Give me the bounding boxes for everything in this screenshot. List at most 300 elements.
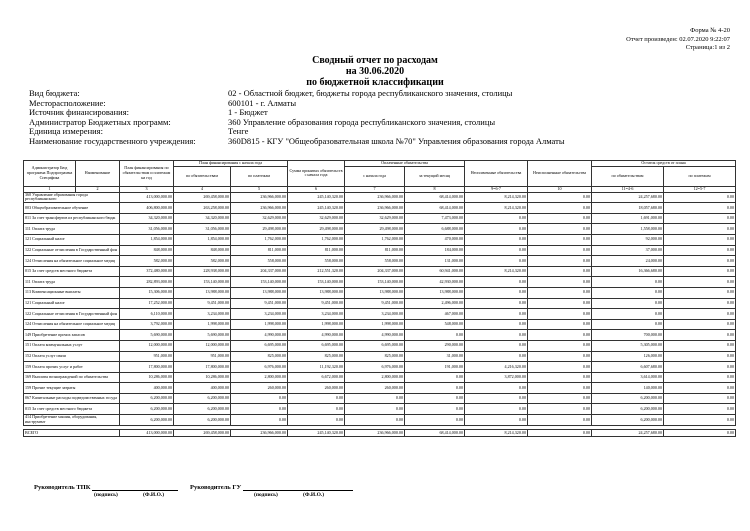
cell-c11: 0.00 [592,298,664,309]
cell-c3: 5,690,000.00 [120,330,174,341]
table-row [24,213,736,224]
cell-c11: 37,000.00 [592,245,664,256]
cell-c10: 0.00 [528,234,592,245]
meta-row [29,137,729,147]
cell-c11: 6,607,680.00 [592,362,664,373]
cell-c7: 825,000.00 [345,351,405,362]
cell-c9: 0.00 [465,340,528,351]
cell-c12: 0.00 [664,224,736,235]
title-line-2: на 30.06.2020 [345,66,405,77]
row-code: 121 Социальный налог [24,298,120,309]
col-header-remain-pay: по платежам [664,166,736,186]
meta-value: 1 - Бюджет [228,107,268,118]
cell-c12: 0.00 [664,203,736,214]
cell-c9: 0.00 [465,245,528,256]
row-code: 111 Оплата труда [24,277,120,288]
cell-c4: 12,000,000.00 [174,340,231,351]
meta-row [29,89,729,99]
cell-c12: 0.00 [664,298,736,309]
cell-c9: 0.00 [465,287,528,298]
cell-c3: 6,200,000.00 [120,404,174,415]
col-header-plan-year: План финансирования по обязательствам и платежам на год [120,161,174,187]
cell-c12: 0.00 [664,319,736,330]
cell-c9: 0.00 [465,383,528,394]
cell-c5: 4,990,000.00 [231,330,288,341]
table-row [24,203,736,214]
cell-c3: 951,000.00 [120,351,174,362]
cell-c8: 6,688,000.00 [405,224,465,235]
cell-c11: 0.00 [592,287,664,298]
cell-c6: 11,192,320.00 [288,362,345,373]
cell-c5: 204,337,000.00 [231,266,288,277]
cell-c11: 0.00 [592,309,664,320]
cell-c11: 5,305,000.00 [592,340,664,351]
meta-value: Тенге [228,126,249,137]
signature-tpk-label: Руководитель ТПК [34,484,91,491]
cell-c9: 3,872,000.00 [465,372,528,383]
report-meta [29,89,729,147]
row-code: 414 Приобретение машин, оборудования, инструмент [24,415,120,426]
col-header-registered: Сумма принятых обязательств с начала года [288,161,345,187]
cell-c9: 0.00 [465,309,528,320]
cell-c4: 582,000.00 [174,256,231,267]
table-row [24,393,736,404]
col-header-paid: Оплаченные обязательства [345,161,465,167]
cell-c3: 10,286,000.00 [120,372,174,383]
cell-c8: 60,941,000.00 [405,266,465,277]
cell-c10: 0.00 [528,245,592,256]
cell-c12: 0.00 [664,383,736,394]
cell-c6: 260,000.00 [288,383,345,394]
meta-value: 360D815 - КГУ "Общеобразовательная школа №70" Управления образования города Алматы [228,135,565,146]
cell-c3: 15,306,000.00 [120,287,174,298]
col-header-paid-month: за текущий месяц [405,166,465,186]
cell-c12: 0.00 [664,234,736,245]
cell-c6: 3,234,000.00 [288,309,345,320]
cell-c11: 1,558,000.00 [592,224,664,235]
cell-c7: 13,988,000.00 [345,287,405,298]
cell-c10: 0.00 [528,404,592,415]
cell-c7: 0.00 [345,404,405,415]
cell-c4: 3,234,000.00 [174,309,231,320]
cell-c12: 0.00 [664,192,736,203]
cell-c9: 4,216,320.00 [465,362,528,373]
column-index: 2 [76,186,120,192]
cell-c6: 245,140,320.00 [288,203,345,214]
meta-label: Единица измерения: [29,126,103,137]
cell-c10: 0.00 [528,372,592,383]
total-c4: 269,458,000.00 [174,429,231,437]
signature-gu-line[interactable] [243,490,353,491]
cell-c8: 290,000.00 [405,340,465,351]
cell-c5: 32,629,000.00 [231,213,288,224]
cell-c10: 0.00 [528,213,592,224]
hint-tpk-sign: (подпись) [94,492,118,498]
report-timestamp: Отчет произведен: 02.07.2020 9:22:07 [626,35,730,43]
cell-c6: 153,140,000.00 [288,277,345,288]
cell-c3: 582,000.00 [120,256,174,267]
cell-c9: 8,214,320.00 [465,192,528,203]
cell-c4: 1,998,000.00 [174,319,231,330]
cell-c11: 700,000.00 [592,330,664,341]
cell-c8: 7,473,000.00 [405,213,465,224]
cell-c12: 0.00 [664,309,736,320]
cell-c7: 32,629,000.00 [345,213,405,224]
table-row [24,415,736,426]
title-line-1: Сводный отчет по расходам [312,55,438,66]
total-c9: 8,214,320.00 [465,429,528,437]
cell-c11: 92,000.00 [592,234,664,245]
cell-c7: 0.00 [345,393,405,404]
cell-c3: 34,320,000.00 [120,213,174,224]
cell-c3: 12,000,000.00 [120,340,174,351]
column-index: 7 [345,186,405,192]
cell-c8: 68,414,000.00 [405,203,465,214]
row-code: 169 Выплаты вознаграждений по обязательства [24,372,120,383]
cell-c4: 13,988,000.00 [174,287,231,298]
meta-row [29,99,729,109]
col-header-paid-start: с начала года [345,166,405,186]
cell-c5: 9,451,000.00 [231,298,288,309]
row-code: 067 Капитальные расходы подведомственных госуда [24,393,120,404]
cell-c9: 8,214,320.00 [465,266,528,277]
meta-value: 360 Управление образования города республиканского значения, столицы [228,116,496,127]
cell-c10: 0.00 [528,203,592,214]
cell-c3: 413,000,000.00 [120,192,174,203]
cell-c6: 825,000.00 [288,351,345,362]
cell-c7: 1,998,000.00 [345,319,405,330]
cell-c12: 0.00 [664,245,736,256]
cell-c4: 848,000.00 [174,245,231,256]
hint-gu-sign: (подпись) [254,492,278,498]
cell-c5: 6,695,000.00 [231,340,288,351]
cell-c8: 191,000.00 [405,362,465,373]
cell-c8: 42,930,000.00 [405,277,465,288]
column-index: 10 [528,186,592,192]
cell-c6: 1,762,000.00 [288,234,345,245]
cell-c12: 0.00 [664,351,736,362]
cell-c10: 0.00 [528,298,592,309]
cell-c9: 0.00 [465,277,528,288]
column-index: 8 [405,186,465,192]
column-index: 1 [24,186,76,192]
cell-c6: 0.00 [288,404,345,415]
cell-c12: 0.00 [664,372,736,383]
cell-c9: 0.00 [465,234,528,245]
meta-row [29,118,729,128]
column-index: 5 [231,186,288,192]
cell-c8: 0.00 [405,372,465,383]
col-header-plan-pay: по платежам [231,166,288,186]
cell-c8: 0.00 [405,383,465,394]
total-c5: 236,966,000.00 [231,429,288,437]
cell-c12: 0.00 [664,266,736,277]
cell-c8: 0.00 [405,330,465,341]
row-code: 015 За счет средств местного бюджета [24,404,120,415]
table-row [24,234,736,245]
cell-c7: 153,140,000.00 [345,277,405,288]
total-c3: 413,000,000.00 [120,429,174,437]
cell-c6: 0.00 [288,393,345,404]
table-row [24,362,736,373]
cell-c11: 126,000.00 [592,351,664,362]
row-code: 122 Социальные отчисления в Государственный фон [24,309,120,320]
cell-c10: 0.00 [528,319,592,330]
meta-label: Месторасположение: [29,97,106,108]
cell-c4: 6,200,000.00 [174,393,231,404]
hint-gu-fio: (Ф.И.О.) [303,492,325,498]
meta-label: Вид бюджета: [29,88,80,98]
cell-c7: 29,498,000.00 [345,224,405,235]
cell-c3: 31,056,000.00 [120,224,174,235]
cell-c5: 825,000.00 [231,351,288,362]
cell-c5: 260,000.00 [231,383,288,394]
cell-c5: 1,998,000.00 [231,319,288,330]
cell-c3: 6,200,000.00 [120,393,174,404]
cell-c7: 9,451,000.00 [345,298,405,309]
page-indicator: Страница:1 из 2 [685,44,730,51]
cell-c10: 0.00 [528,415,592,426]
cell-c3: 400,000.00 [120,383,174,394]
cell-c9: 0.00 [465,298,528,309]
cell-c9: 8,214,320.00 [465,203,528,214]
row-code: 159 Оплата прочих услуг и работ [24,362,120,373]
cell-c12: 0.00 [664,256,736,267]
cell-c7: 558,000.00 [345,256,405,267]
cell-c5: 1,762,000.00 [231,234,288,245]
cell-c7: 811,000.00 [345,245,405,256]
cell-c9: 0.00 [465,213,528,224]
cell-c10: 0.00 [528,393,592,404]
table-row [24,224,736,235]
cell-c4: 31,056,000.00 [174,224,231,235]
cell-c5: 6,976,000.00 [231,362,288,373]
cell-c7: 236,966,000.00 [345,192,405,203]
total-c10: 0.00 [528,429,592,437]
cell-c11: 0.00 [592,319,664,330]
column-index: 12=5-7 [664,186,736,192]
report-title [0,55,750,88]
cell-c10: 0.00 [528,351,592,362]
cell-c9: 0.00 [465,415,528,426]
col-header-unfulfilled: Неисполненные обязательства [528,161,592,187]
cell-c7: 204,337,000.00 [345,266,405,277]
cell-c3: 17,800,000.00 [120,362,174,373]
cell-c9: 0.00 [465,351,528,362]
cell-c9: 0.00 [465,256,528,267]
expense-table [23,160,736,437]
cell-c4: 34,320,000.00 [174,213,231,224]
cell-c11: 3,614,000.00 [592,372,664,383]
row-code: 124 Отчисления на обязательное социальное медиц [24,319,120,330]
cell-c8: 13,988,000.00 [405,287,465,298]
cell-c11: 1,691,000.00 [592,213,664,224]
row-code: 015 За счет средств местного бюджета [24,266,120,277]
cell-c5: 811,000.00 [231,245,288,256]
row-code: 360 Управление образования города республиканского [24,192,120,203]
cell-c7: 6,695,000.00 [345,340,405,351]
col-header-remain: Остаток средств от плана [592,161,736,167]
cell-c5: 558,000.00 [231,256,288,267]
cell-c11: 24,257,680.00 [592,192,664,203]
cell-c4: 400,000.00 [174,383,231,394]
column-index: 11=4-6 [592,186,664,192]
cell-c6: 811,000.00 [288,245,345,256]
cell-c11: 16,366,680.00 [592,266,664,277]
cell-c4: 9,451,000.00 [174,298,231,309]
cell-c12: 0.00 [664,277,736,288]
row-code: 113 Компенсационные выплаты [24,287,120,298]
meta-label: Наименование государственного учреждения: [29,135,196,146]
cell-c12: 0.00 [664,362,736,373]
total-c12: 0.00 [664,429,736,437]
cell-c10: 0.00 [528,224,592,235]
table-row [24,256,736,267]
cell-c10: 0.00 [528,266,592,277]
cell-c4: 5,690,000.00 [174,330,231,341]
cell-c11: 18,057,680.00 [592,203,664,214]
table-row [24,298,736,309]
cell-c3: 6,200,000.00 [120,415,174,426]
col-header-remain-oblig: по обязательствам [592,166,664,186]
cell-c5: 0.00 [231,393,288,404]
cell-c6: 13,988,000.00 [288,287,345,298]
cell-c12: 0.00 [664,415,736,426]
form-number: Форма № 4-20 [690,27,730,34]
column-index: 3 [120,186,174,192]
cell-c6: 245,140,320.00 [288,192,345,203]
total-c6: 245,140,320.00 [288,429,345,437]
cell-c6: 32,629,000.00 [288,213,345,224]
cell-c4: 1,854,000.00 [174,234,231,245]
row-code: 003 Общеобразовательное обучение [24,203,120,214]
meta-value: 600101 - г. Алматы [228,97,297,108]
table-row [24,287,736,298]
cell-c9: 0.00 [465,330,528,341]
cell-c8: 131,000.00 [405,256,465,267]
cell-c12: 0.00 [664,213,736,224]
cell-c11: 24,000.00 [592,256,664,267]
row-code: 011 За счет трансфертов из республиканского бюдж [24,213,120,224]
cell-c3: 406,800,000.00 [120,203,174,214]
cell-c11: 6,200,000.00 [592,415,664,426]
cell-c8: 2,496,000.00 [405,298,465,309]
report-header-info [626,27,730,53]
title-line-3: по бюджетной классификации [306,77,444,88]
cell-c7: 0.00 [345,415,405,426]
row-code: 149 Приобретение прочих запасов [24,330,120,341]
col-header-admin: Администратор Бюд программа Подпрограмма Специфика [24,161,76,187]
signature-tpk-line[interactable] [92,490,178,491]
cell-c10: 0.00 [528,330,592,341]
table-row [24,383,736,394]
cell-c3: 1,854,000.00 [120,234,174,245]
cell-c12: 0.00 [664,287,736,298]
cell-c7: 6,976,000.00 [345,362,405,373]
row-code: 124 Отчисления на обязательное социальное медиц [24,256,120,267]
cell-c5: 3,234,000.00 [231,309,288,320]
cell-c5: 0.00 [231,404,288,415]
row-code: 122 Социальные отчисления в Государственный фон [24,245,120,256]
cell-c7: 4,990,000.00 [345,330,405,341]
cell-c3: 372,480,000.00 [120,266,174,277]
cell-c10: 0.00 [528,192,592,203]
cell-c12: 0.00 [664,330,736,341]
cell-c10: 0.00 [528,362,592,373]
table-row [24,340,736,351]
row-code: 121 Социальный налог [24,234,120,245]
cell-c7: 236,966,000.00 [345,203,405,214]
cell-c11: 0.00 [592,277,664,288]
cell-c3: 3,792,000.00 [120,319,174,330]
cell-c5: 13,988,000.00 [231,287,288,298]
table-row [24,266,736,277]
cell-c4: 269,458,000.00 [174,192,231,203]
cell-c5: 29,498,000.00 [231,224,288,235]
total-c11: 24,257,680.00 [592,429,664,437]
cell-c4: 10,286,000.00 [174,372,231,383]
cell-c11: 6,200,000.00 [592,393,664,404]
cell-c8: 0.00 [405,404,465,415]
row-code: 111 Оплата труда [24,224,120,235]
cell-c10: 0.00 [528,383,592,394]
cell-c8: 0.00 [405,415,465,426]
total-row [24,429,736,437]
total-c8: 68,414,000.00 [405,429,465,437]
col-header-name: Наименование [76,161,120,187]
cell-c12: 0.00 [664,404,736,415]
column-index: 9=6-7 [465,186,528,192]
cell-c10: 0.00 [528,277,592,288]
cell-c10: 0.00 [528,256,592,267]
cell-c8: 467,000.00 [405,309,465,320]
col-header-unpaid: Неоплаченные обязательства [465,161,528,187]
meta-value: 02 - Областной бюджет, бюджеты города республиканского значения, столицы [228,88,513,98]
cell-c4: 951,000.00 [174,351,231,362]
row-code: 151 Оплата коммунальных услуг [24,340,120,351]
table-row [24,192,736,203]
signature-tpk [34,484,178,491]
cell-c8: 31,000.00 [405,351,465,362]
cell-c8: 548,000.00 [405,319,465,330]
cell-c7: 2,800,000.00 [345,372,405,383]
column-index: 4 [174,186,231,192]
hint-tpk-fio: (Ф.И.О.) [143,492,165,498]
cell-c6: 4,990,000.00 [288,330,345,341]
cell-c9: 0.00 [465,404,528,415]
table-row [24,309,736,320]
total-c7: 236,966,000.00 [345,429,405,437]
col-header-plan-period: План финансирования с начала года [174,161,288,167]
row-code: 152 Оплата услуг связи [24,351,120,362]
cell-c6: 0.00 [288,415,345,426]
cell-c3: 6,110,000.00 [120,309,174,320]
table-row [24,372,736,383]
cell-c10: 0.00 [528,340,592,351]
cell-c3: 848,000.00 [120,245,174,256]
cell-c4: 17,800,000.00 [174,362,231,373]
table-row [24,404,736,415]
cell-c4: 153,140,000.00 [174,277,231,288]
cell-c5: 236,966,000.00 [231,203,288,214]
table-row [24,277,736,288]
cell-c7: 260,000.00 [345,383,405,394]
cell-c10: 0.00 [528,309,592,320]
table-row [24,351,736,362]
table-row [24,319,736,330]
cell-c6: 29,498,000.00 [288,224,345,235]
cell-c8: 68,414,000.00 [405,192,465,203]
